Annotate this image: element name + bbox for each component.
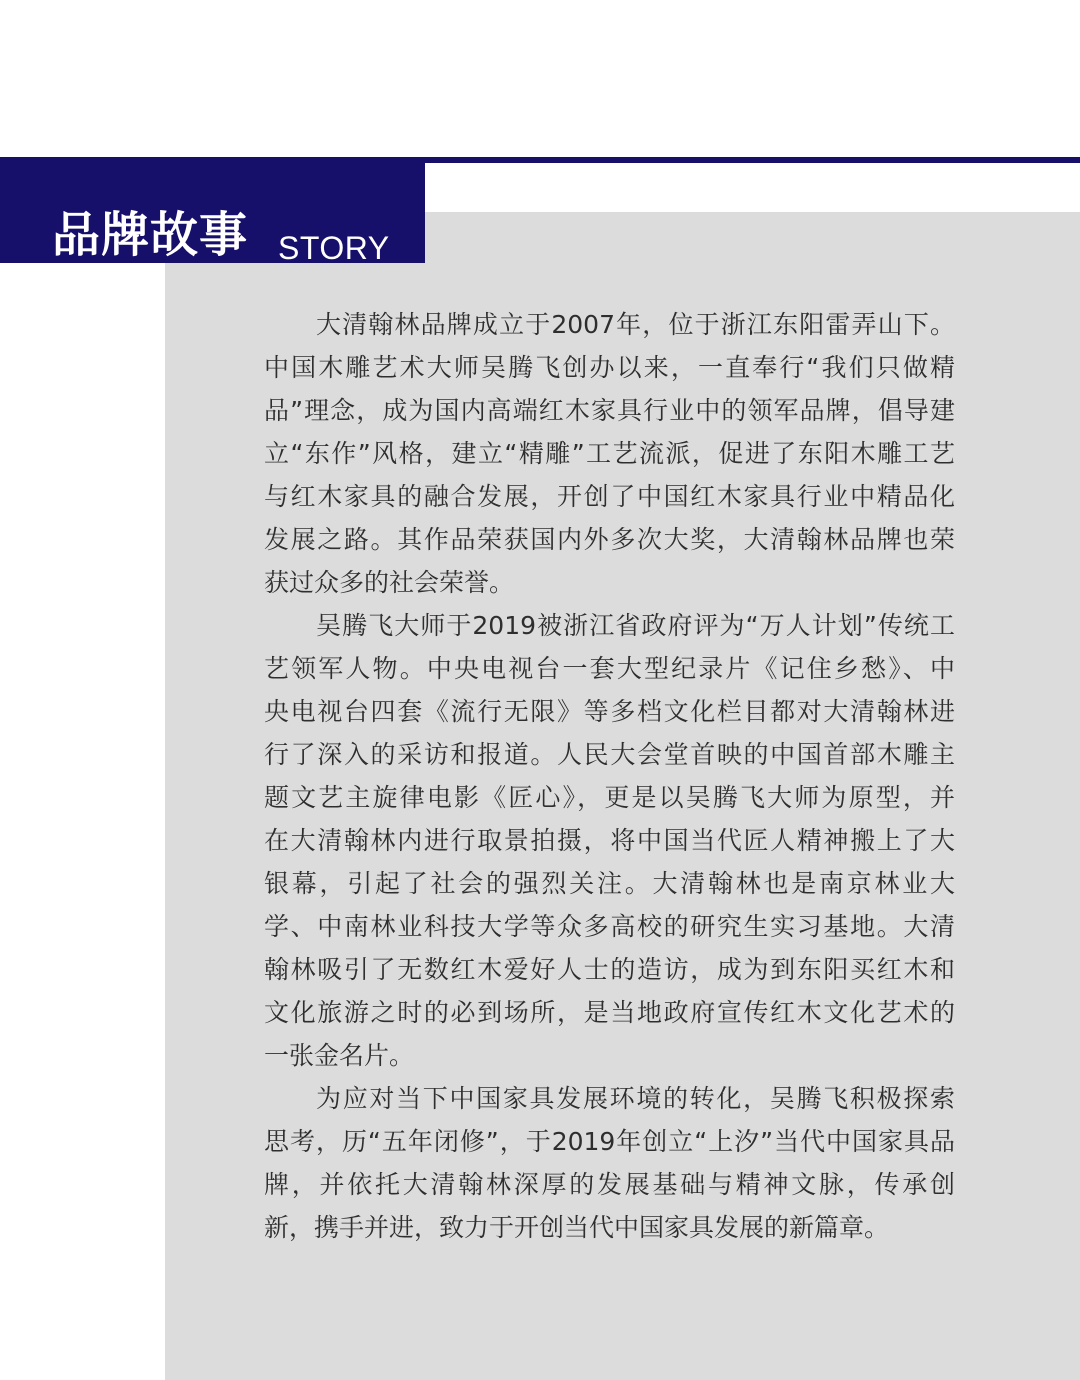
page-title: 品牌故事 <box>52 207 249 263</box>
page-subtitle: STORY <box>278 230 390 266</box>
story-line: 思考，历“五年闭修”，于2019年创立“上汐”当代中国家具品 <box>264 1127 955 1156</box>
story-line: 文化旅游之时的必到场所，是当地政府宣传红木文化艺术的 <box>264 998 955 1027</box>
story-line: 吴腾飞大师于2019被浙江省政府评为“万人计划”传统工 <box>316 611 955 640</box>
story-paragraph <box>264 604 955 1077</box>
story-line: 品”理念，成为国内高端红木家具行业中的领军品牌，倡导建 <box>264 396 955 425</box>
story-line: 题文艺主旋律电影《匠心》，更是以吴腾飞大师为原型，并 <box>264 783 955 812</box>
story-line: 大清翰林品牌成立于2007年，位于浙江东阳雷弄山下。 <box>316 310 955 339</box>
story-line: 为应对当下中国家具发展环境的转化，吴腾飞积极探索 <box>316 1084 955 1113</box>
story-paragraph <box>264 303 955 604</box>
story-line: 牌，并依托大清翰林深厚的发展基础与精神文脉，传承创 <box>264 1170 955 1199</box>
story-text <box>264 303 955 1249</box>
story-line: 立“东作”风格，建立“精雕”工艺流派，促进了东阳木雕工艺 <box>264 439 955 468</box>
story-paragraph <box>264 1077 955 1249</box>
story-line: 翰林吸引了无数红木爱好人士的造访，成为到东阳买红木和 <box>264 955 955 984</box>
story-line: 发展之路。其作品荣获国内外多次大奖，大清翰林品牌也荣 <box>264 525 955 554</box>
story-line: 在大清翰林内进行取景拍摄，将中国当代匠人精神搬上了大 <box>264 826 955 855</box>
story-line: 一张金名片。 <box>264 1041 415 1070</box>
story-line: 获过众多的社会荣誉。 <box>264 568 515 597</box>
story-line: 行了深入的采访和报道。人民大会堂首映的中国首部木雕主 <box>264 740 955 769</box>
story-line: 中国木雕艺术大师吴腾飞创办以来，一直奉行“我们只做精 <box>264 353 955 382</box>
story-line: 艺领军人物。中央电视台一套大型纪录片《记住乡愁》、中 <box>264 654 955 683</box>
story-line: 与红木家具的融合发展，开创了中国红木家具行业中精品化 <box>264 482 955 511</box>
story-line: 学、中南林业科技大学等众多高校的研究生实习基地。大清 <box>264 912 955 941</box>
story-line: 银幕，引起了社会的强烈关注。大清翰林也是南京林业大 <box>264 869 955 898</box>
story-line: 新，携手并进，致力于开创当代中国家具发展的新篇章。 <box>264 1213 890 1242</box>
story-line: 央电视台四套《流行无限》等多档文化栏目都对大清翰林进 <box>264 697 955 726</box>
